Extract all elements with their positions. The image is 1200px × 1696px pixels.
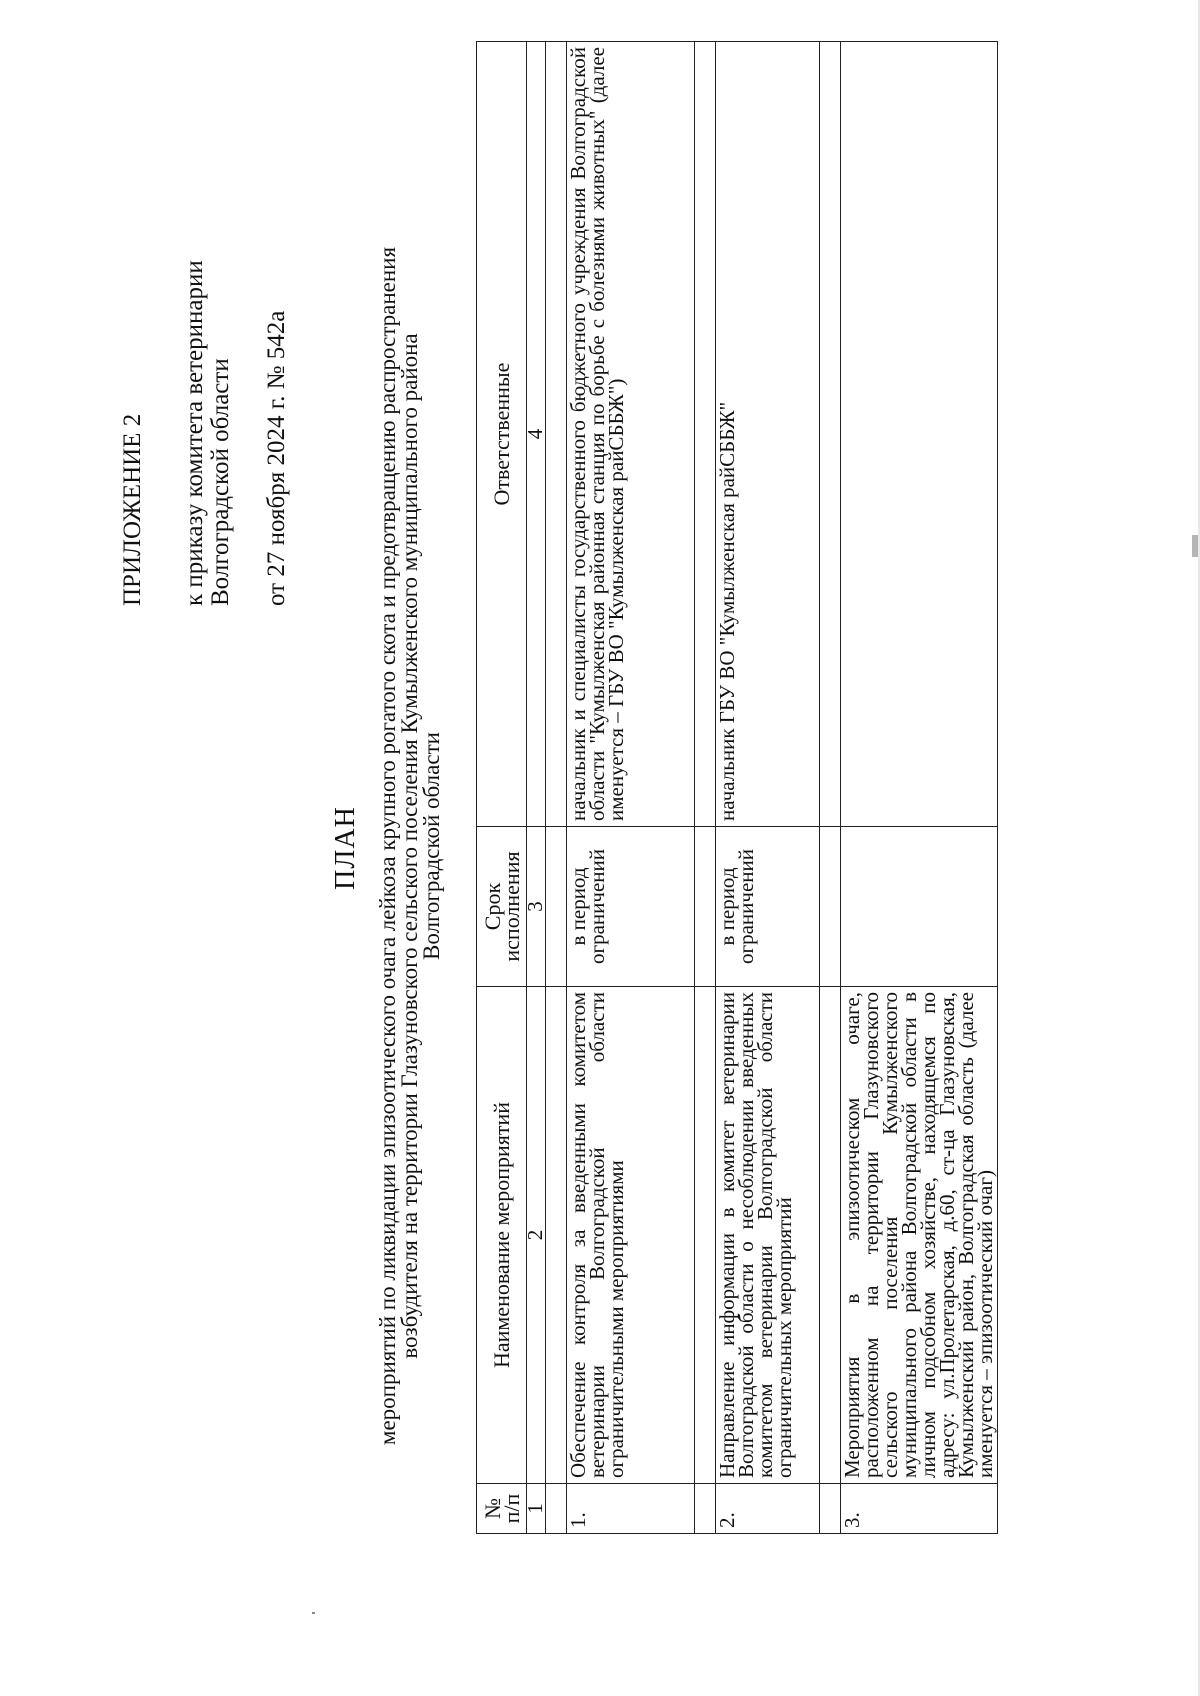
appendix-header	[120, 86, 290, 606]
table-header-row	[477, 42, 527, 1534]
plan-subtitle-line1: мероприятий по ликвидации эпизоотического очага лейкоза крупного рогатого скота и предотвращению распространения	[375, 246, 400, 1446]
row-number: 1.	[567, 1484, 695, 1534]
order-reference-line1: к приказу комитета ветеринарии	[181, 260, 208, 606]
column-index: 3	[527, 827, 546, 987]
row-activity: Мероприятия в эпизоотическом очаге, расположенном на территории Глазуновского сельского поселения Кумылженского муниципального района Волгоградской области в личном подсобном хозяйстве, находящемся по адресу: ул.Пролетарская, д.60, ст-ца Глазуновская, Кумылженский район, Волгоградская область (далее именуется – эпизоотический очаг)	[841, 987, 998, 1484]
row-term: в период ограничений	[716, 827, 820, 987]
row-number: 2.	[716, 1484, 820, 1534]
plan-title: ПЛАН	[330, 806, 361, 890]
plan-subtitle-line3: Волгоградской области	[419, 732, 444, 960]
row-activity: Обеспечение контроля за введенными комитетом ветеринарии Волгоградской области ограничительными мероприятиями	[567, 987, 695, 1484]
row-term: в период ограничений	[567, 827, 695, 987]
header-term: Срок исполнения	[477, 827, 527, 987]
table-row	[567, 42, 695, 1534]
table-row	[841, 42, 998, 1534]
row-responsible	[841, 42, 998, 827]
plan-table	[476, 41, 998, 1534]
spacer-row	[820, 42, 841, 1534]
table-row	[716, 42, 820, 1534]
column-index-row	[527, 42, 546, 1534]
order-reference-line2: Волгоградской области	[207, 358, 234, 606]
row-term	[841, 827, 998, 987]
row-number: 3.	[841, 1484, 998, 1534]
header-responsible: Ответственные	[477, 42, 527, 827]
plan-subtitle	[377, 246, 443, 1446]
appendix-title: ПРИЛОЖЕНИЕ 2	[119, 413, 146, 606]
spacer-row	[546, 42, 567, 1534]
column-index: 4	[527, 42, 546, 827]
spacer-row	[695, 42, 716, 1534]
column-index: 2	[527, 987, 546, 1484]
header-name: Наименование мероприятий	[477, 987, 527, 1484]
row-activity: Направление информации в комитет ветеринарии Волгоградской области о несоблюдении введенных комитетом ветеринарии Волгоградской области ограничительных мероприятий	[716, 987, 820, 1484]
row-responsible: начальник и специалисты государственного бюджетного учреждения Волгоградской области "Кумылженская районная станция по борьбе с болезнями животных" (далее именуется – ГБУ ВО "Кумылженская райСББЖ")	[567, 42, 695, 827]
order-date: от 27 ноября 2024 г. № 542а	[263, 310, 290, 606]
row-responsible: начальник ГБУ ВО "Кумылженская райСББЖ"	[716, 42, 820, 827]
column-index: 1	[527, 1484, 546, 1534]
header-number: № п/п	[477, 1484, 527, 1534]
plan-subtitle-line2: возбудителя на территории Глазуновского сельского поселения Кумылженского муниципального района	[397, 333, 422, 1359]
